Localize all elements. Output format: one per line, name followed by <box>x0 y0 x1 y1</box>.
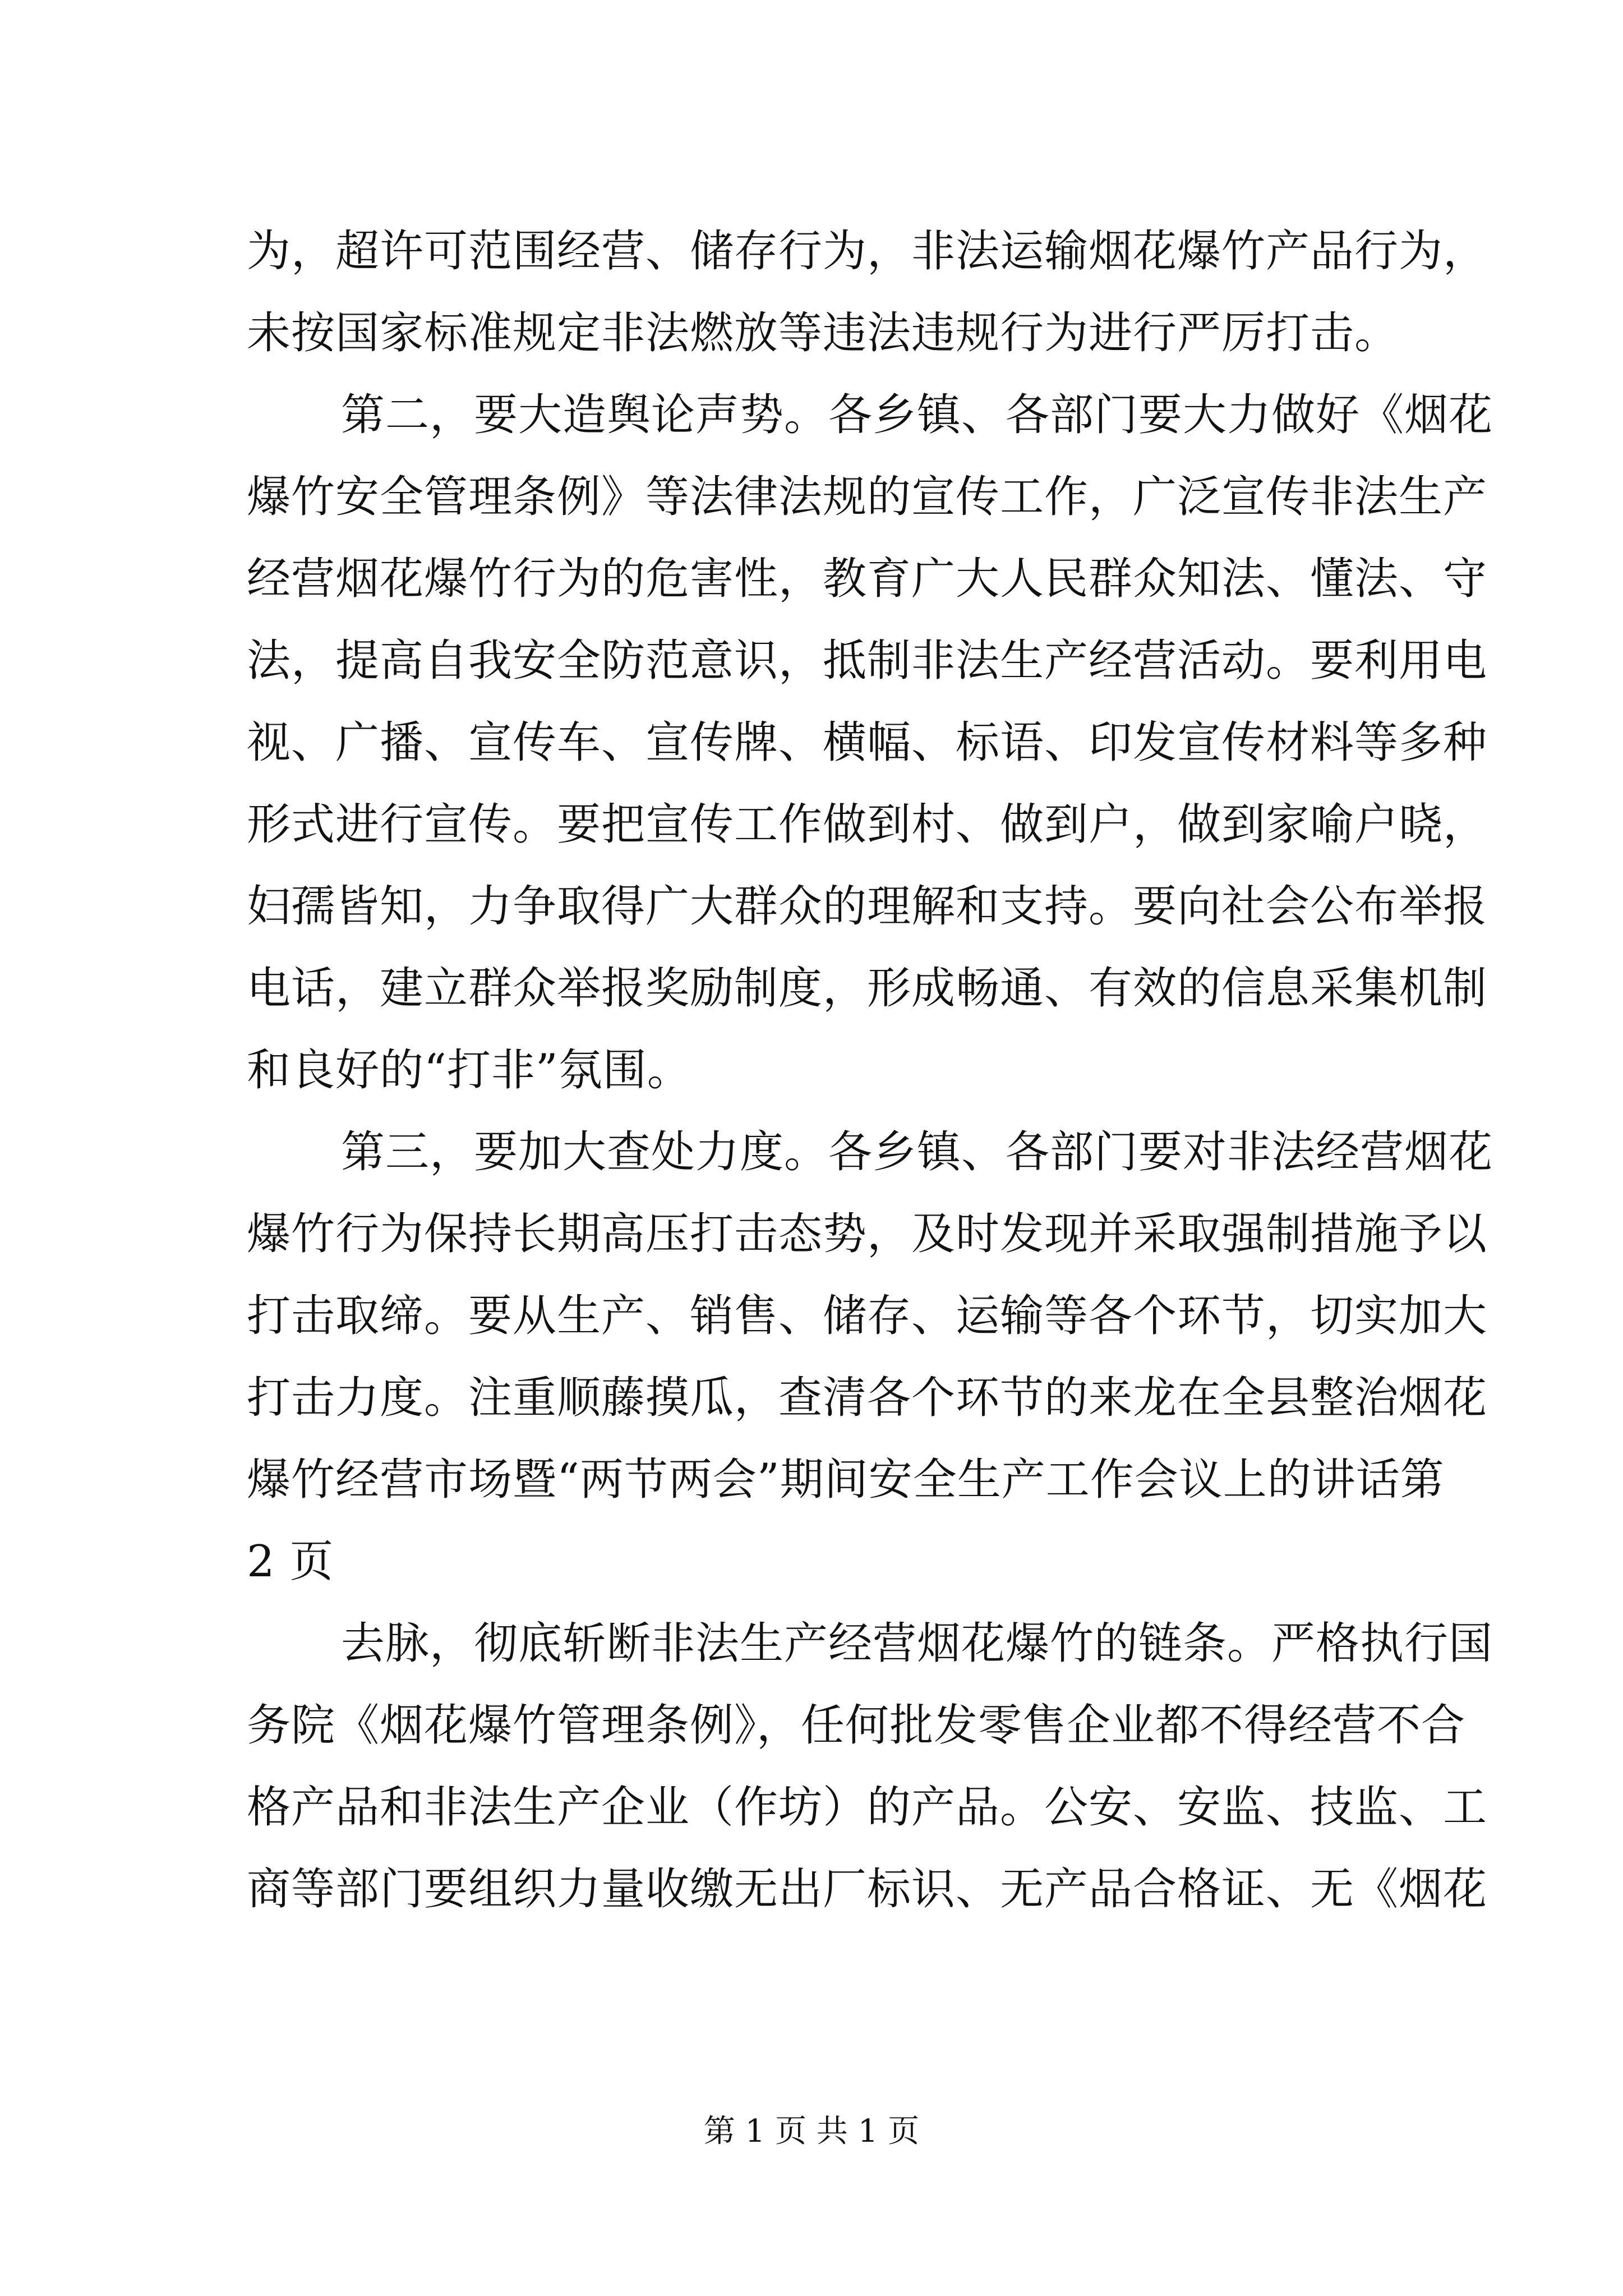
text-line-2: 未按国家标准规定非法燃放等违法违规行为进行严厉打击。 <box>247 308 1399 358</box>
text-line-19: 务院《烟花爆竹管理条例》，任何批发零售企业都不得经营不合 <box>247 1700 1466 1751</box>
text-line-8: 形式进行宣传。要把宣传工作做到村、做到户，做到家喻户晓， <box>247 799 1488 850</box>
text-line-13: 爆竹行为保持长期高压打击态势，及时发现并采取强制措施予以 <box>247 1209 1488 1259</box>
text-line-4: 爆竹安全管理条例》等法律法规的宣传工作，广泛宣传非法生产 <box>247 472 1488 522</box>
page-footer <box>0 2112 1623 2151</box>
document-body <box>247 210 1493 1930</box>
text-line-10: 电话，建立群众举报奖励制度，形成畅通、有效的信息采集机制 <box>247 963 1488 1014</box>
text-line-9: 妇孺皆知，力争取得广大群众的理解和支持。要向社会公布举报 <box>247 881 1488 932</box>
text-line-18: 去脉，彻底斩断非法生产经营烟花爆竹的链条。严格执行国 <box>341 1618 1493 1669</box>
text-line-1: 为，超许可范围经营、储存行为，非法运输烟花爆竹产品行为， <box>247 226 1488 277</box>
text-line-6: 法，提高自我安全防范意识，抵制非法生产经营活动。要利用电 <box>247 636 1488 686</box>
text-line-5: 经营烟花爆竹行为的危害性，教育广大人民群众知法、懂法、守 <box>247 554 1488 604</box>
text-line-11: 和良好的“打非”氛围。 <box>247 1045 691 1096</box>
text-line-14: 打击取缔。要从生产、销售、储存、运输等各个环节，切实加大 <box>247 1291 1488 1341</box>
text-line-16: 爆竹经营市场暨“两节两会”期间安全生产工作会议上的讲话第 <box>247 1455 1445 1505</box>
text-line-15: 打击力度。注重顺藤摸瓜，查清各个环节的来龙在全县整治烟花 <box>247 1373 1488 1423</box>
text-line-7: 视、广播、宣传车、宣传牌、横幅、标语、印发宣传材料等多种 <box>247 717 1488 768</box>
text-line-20: 格产品和非法生产企业（作坊）的产品。公安、安监、技监、工 <box>247 1782 1488 1833</box>
text-line-17: 2 页 <box>247 1536 334 1587</box>
text-line-21: 商等部门要组织力量收缴无出厂标识、无产品合格证、无《烟花 <box>247 1864 1488 1915</box>
page-number-label: 第 1 页 共 1 页 <box>703 2113 920 2150</box>
text-line-12: 第三，要加大查处力度。各乡镇、各部门要对非法经营烟花 <box>341 1127 1493 1177</box>
text-line-3: 第二，要大造舆论声势。各乡镇、各部门要大力做好《烟花 <box>341 390 1493 440</box>
